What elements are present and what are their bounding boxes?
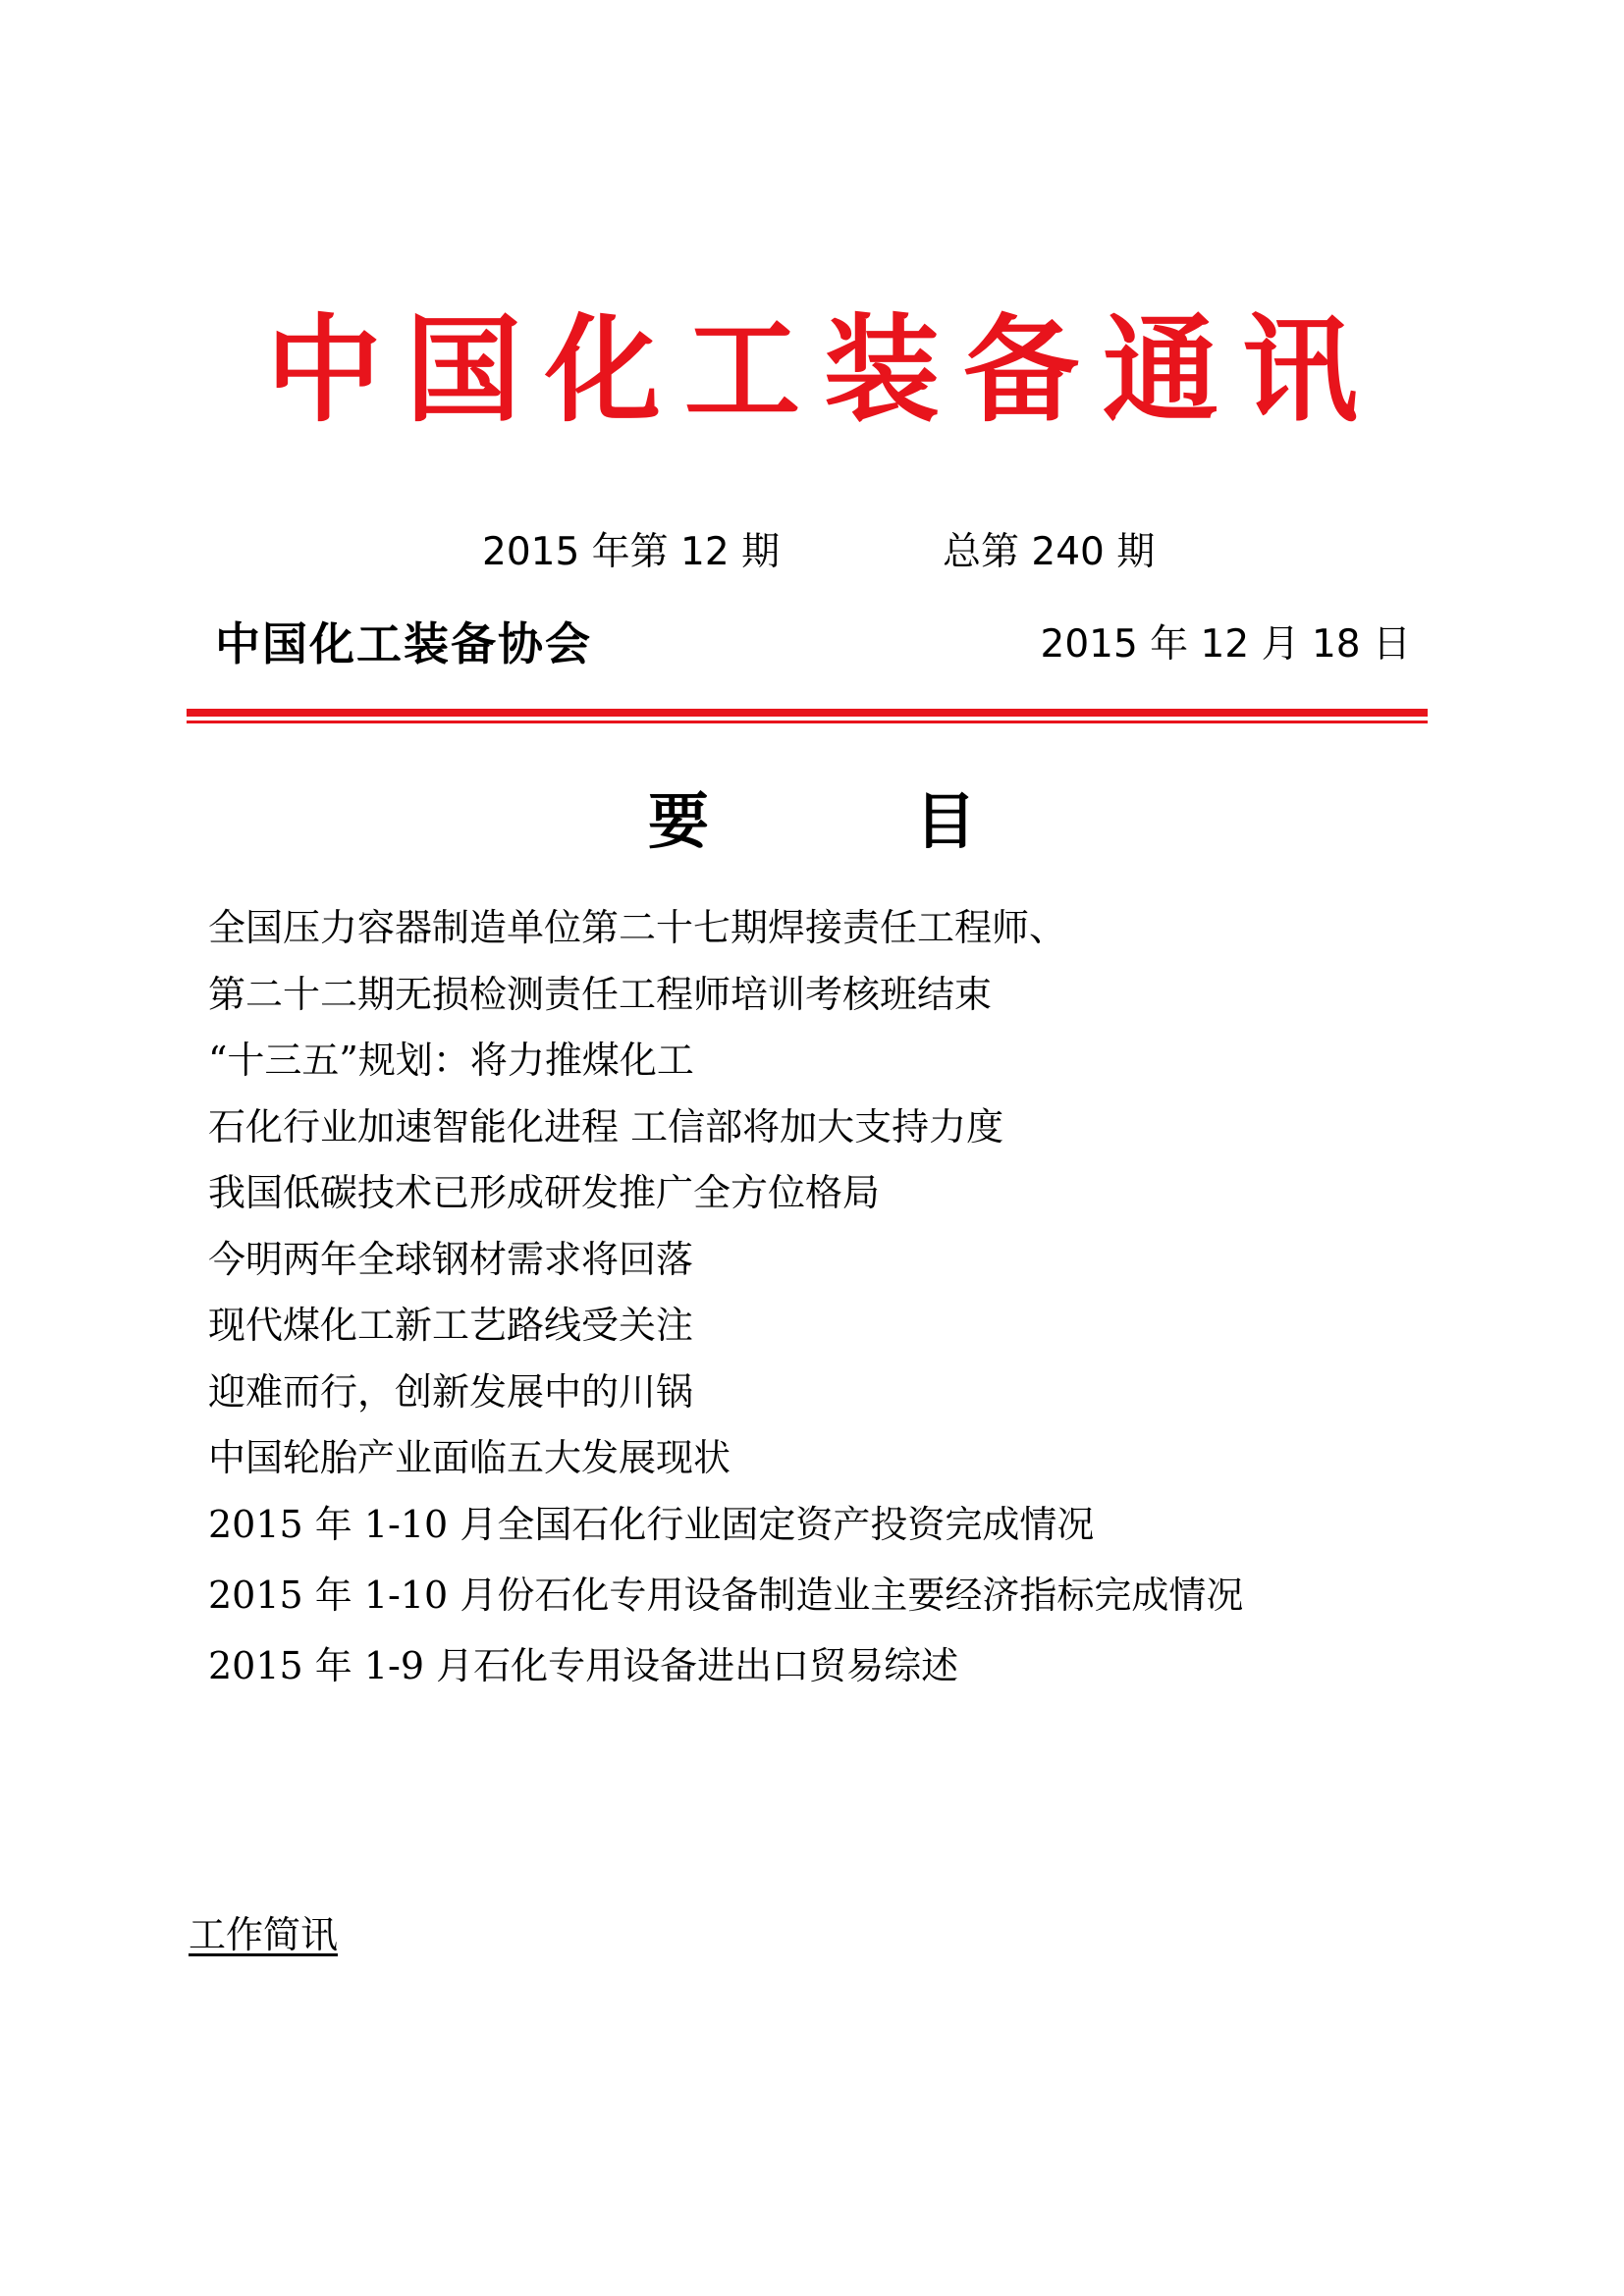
header-divider-thin	[187, 721, 1428, 723]
contents-item[interactable]: 今明两年全球钢材需求将回落	[208, 1237, 694, 1281]
contents-heading-left: 要	[647, 785, 709, 857]
publisher-name: 中国化工装备协会	[215, 617, 592, 670]
issue-total: 总第 240 期	[943, 530, 1156, 574]
contents-heading	[0, 785, 1624, 857]
publish-date: 2015 年 12 月 18 日	[1040, 622, 1411, 667]
contents-list	[208, 906, 1244, 1718]
contents-item[interactable]: 石化行业加速智能化进程 工信部将加大支持力度	[208, 1104, 1004, 1148]
contents-item[interactable]: 中国轮胎产业面临五大发展现状	[208, 1436, 731, 1479]
contents-item[interactable]: 迎难而行，创新发展中的川锅	[208, 1369, 694, 1414]
contents-item[interactable]: 我国低碳技术已形成研发推广全方位格局	[208, 1171, 881, 1214]
contents-item[interactable]: 全国压力容器制造单位第二十七期焊接责任工程师、	[208, 906, 1067, 949]
issue-number: 2015 年第 12 期	[482, 530, 781, 574]
section-heading-work-briefs[interactable]: 工作简讯	[189, 1913, 339, 1956]
contents-item[interactable]: 2015 年 1-10 月全国石化行业固定资产投资完成情况	[208, 1502, 1095, 1546]
contents-heading-right: 目	[915, 785, 977, 857]
contents-item[interactable]: 2015 年 1-9 月石化专用设备进出口贸易综述	[208, 1643, 959, 1687]
header-divider-thick	[187, 709, 1428, 717]
contents-item[interactable]: 2015 年 1-10 月份石化专用设备制造业主要经济指标完成情况	[208, 1573, 1244, 1617]
masthead-title: 中国化工装备通讯	[265, 301, 1381, 438]
contents-item[interactable]: “十三五”规划：将力推煤化工	[208, 1039, 694, 1082]
contents-item[interactable]: 第二十二期无损检测责任工程师培训考核班结束	[208, 972, 993, 1016]
contents-item[interactable]: 现代煤化工新工艺路线受关注	[208, 1304, 694, 1347]
